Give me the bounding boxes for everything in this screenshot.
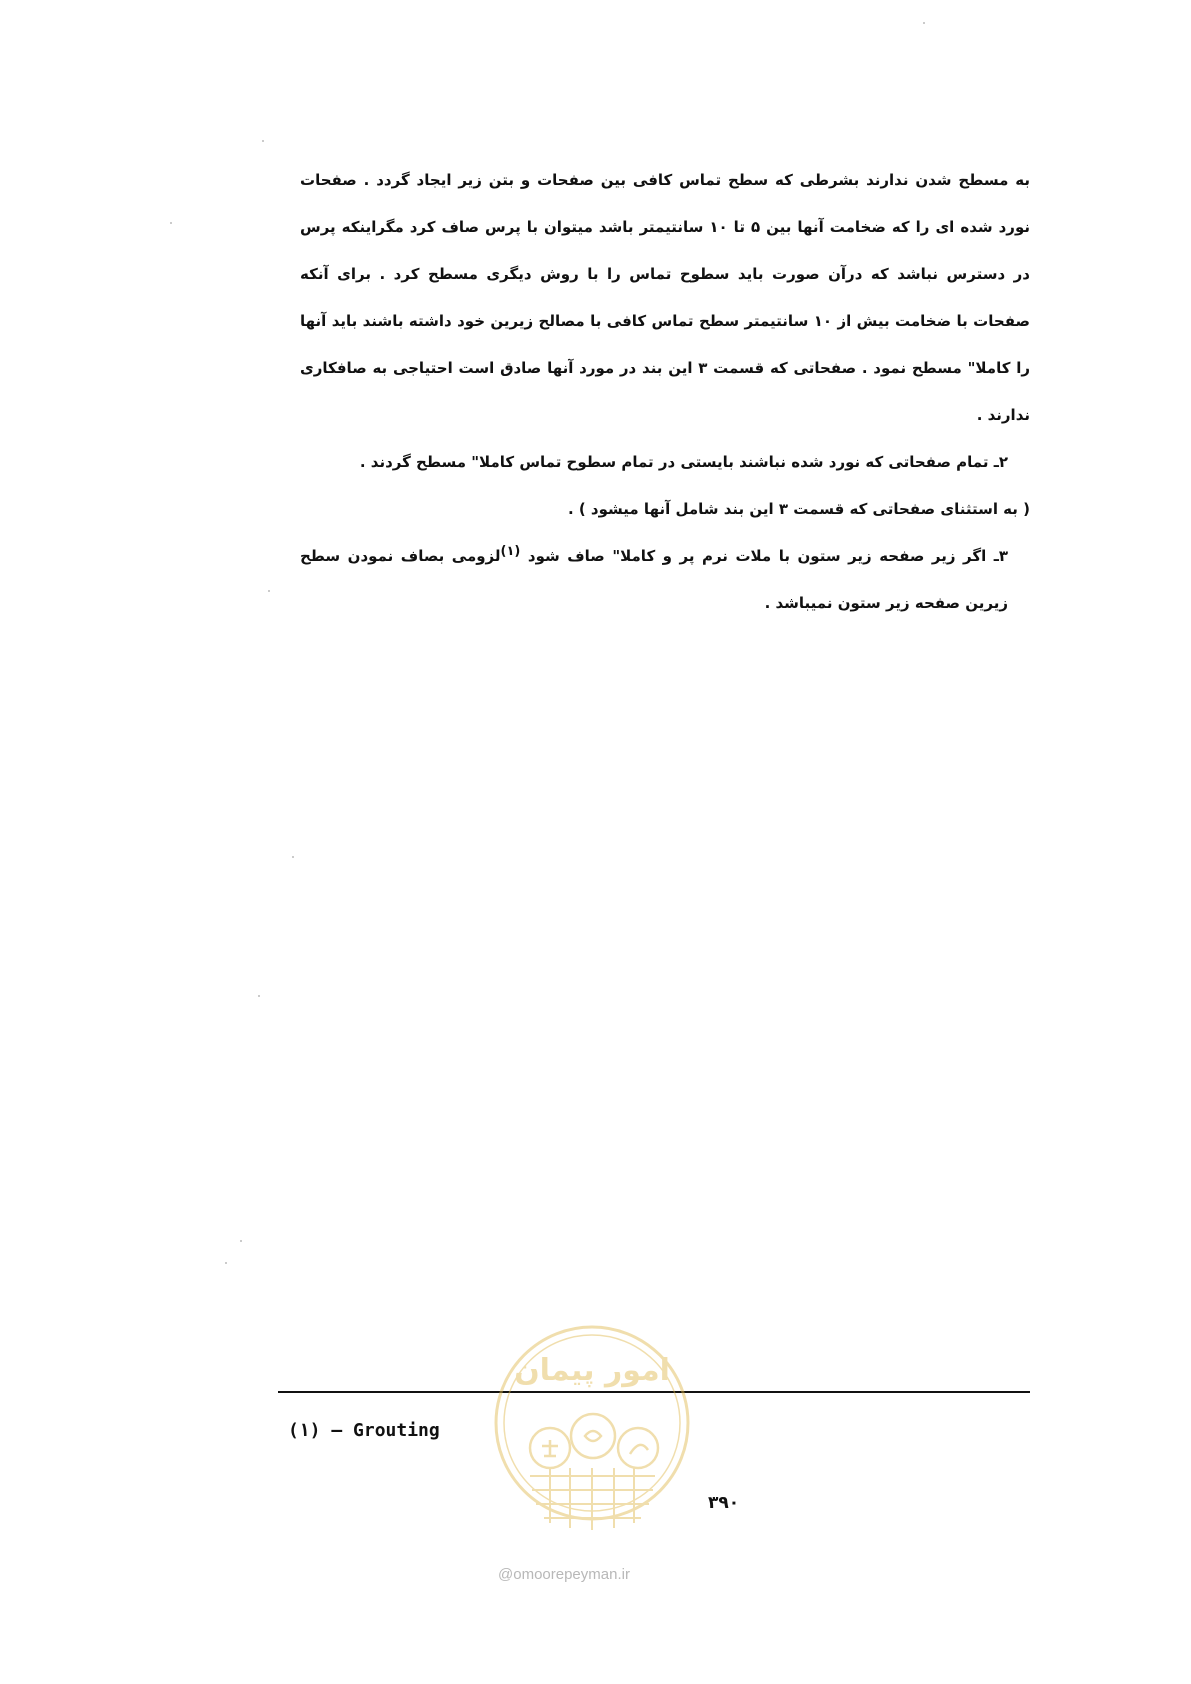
watermark-logo [490, 1318, 695, 1548]
item-3-text-start: ۳ـ اگر زیر صفحه زیر ستون با ملات نرم پر و کاملا" صاف شود [520, 547, 1009, 565]
scan-speck [923, 22, 925, 24]
scan-speck [258, 995, 260, 997]
item-2-line-1: ۲ـ تمام صفحاتی که نورد شده نباشند بایستی در تمام سطوح تماس کاملا" مسطح گردند . [359, 453, 1008, 471]
footnote-divider [278, 1391, 1030, 1393]
scan-speck [240, 1240, 242, 1242]
watermark-url: @omoorepeyman.ir [498, 1566, 630, 1583]
item-3-text-end: لزومی بصاف نمودن سطح زیرین صفحه زیر ستون نمیباشد . [300, 547, 1008, 612]
footnote-marker: (۱) [500, 544, 521, 559]
item-3 [300, 533, 1030, 627]
page-number: ۳۹۰ [708, 1493, 740, 1513]
body-text [300, 157, 1030, 627]
watermark-logo-text: امور پیمان [514, 1353, 670, 1388]
intro-paragraph: به مسطح شدن ندارند بشرطی که سطح تماس کافی بین صفحات و بتن زیر ایجاد گردد . صفحات نورد شده ای را که ضخامت آنها بین ۵ تا ۱۰ سانتیمتر باشد میتوان با پرس صاف کرد مگراینکه پرس در دسترس نباشد که درآن صورت باید سطوح تماس را با روش دیگری مسطح کرد . برای آنکه صفحات با ضخامت بیش از ۱۰ سانتیمتر سطح تماس کافی با مصالح زیرین خود داشته باشند باید آنها را کاملا" مسطح نمود . صفحاتی که قسمت ۳ این بند در مورد آنها صادق است احتیاجی به صافکاری ندارند . [300, 171, 1030, 424]
scan-speck [262, 140, 264, 142]
scan-speck [225, 1262, 227, 1264]
item-2-line-2: ( به استثنای صفحاتی که قسمت ۳ این بند شامل آنها میشود ) . [567, 500, 1030, 518]
footnote: (۱) — Grouting [288, 1420, 440, 1441]
scan-speck [292, 856, 294, 858]
scan-speck [268, 590, 270, 592]
scan-speck [170, 222, 172, 224]
